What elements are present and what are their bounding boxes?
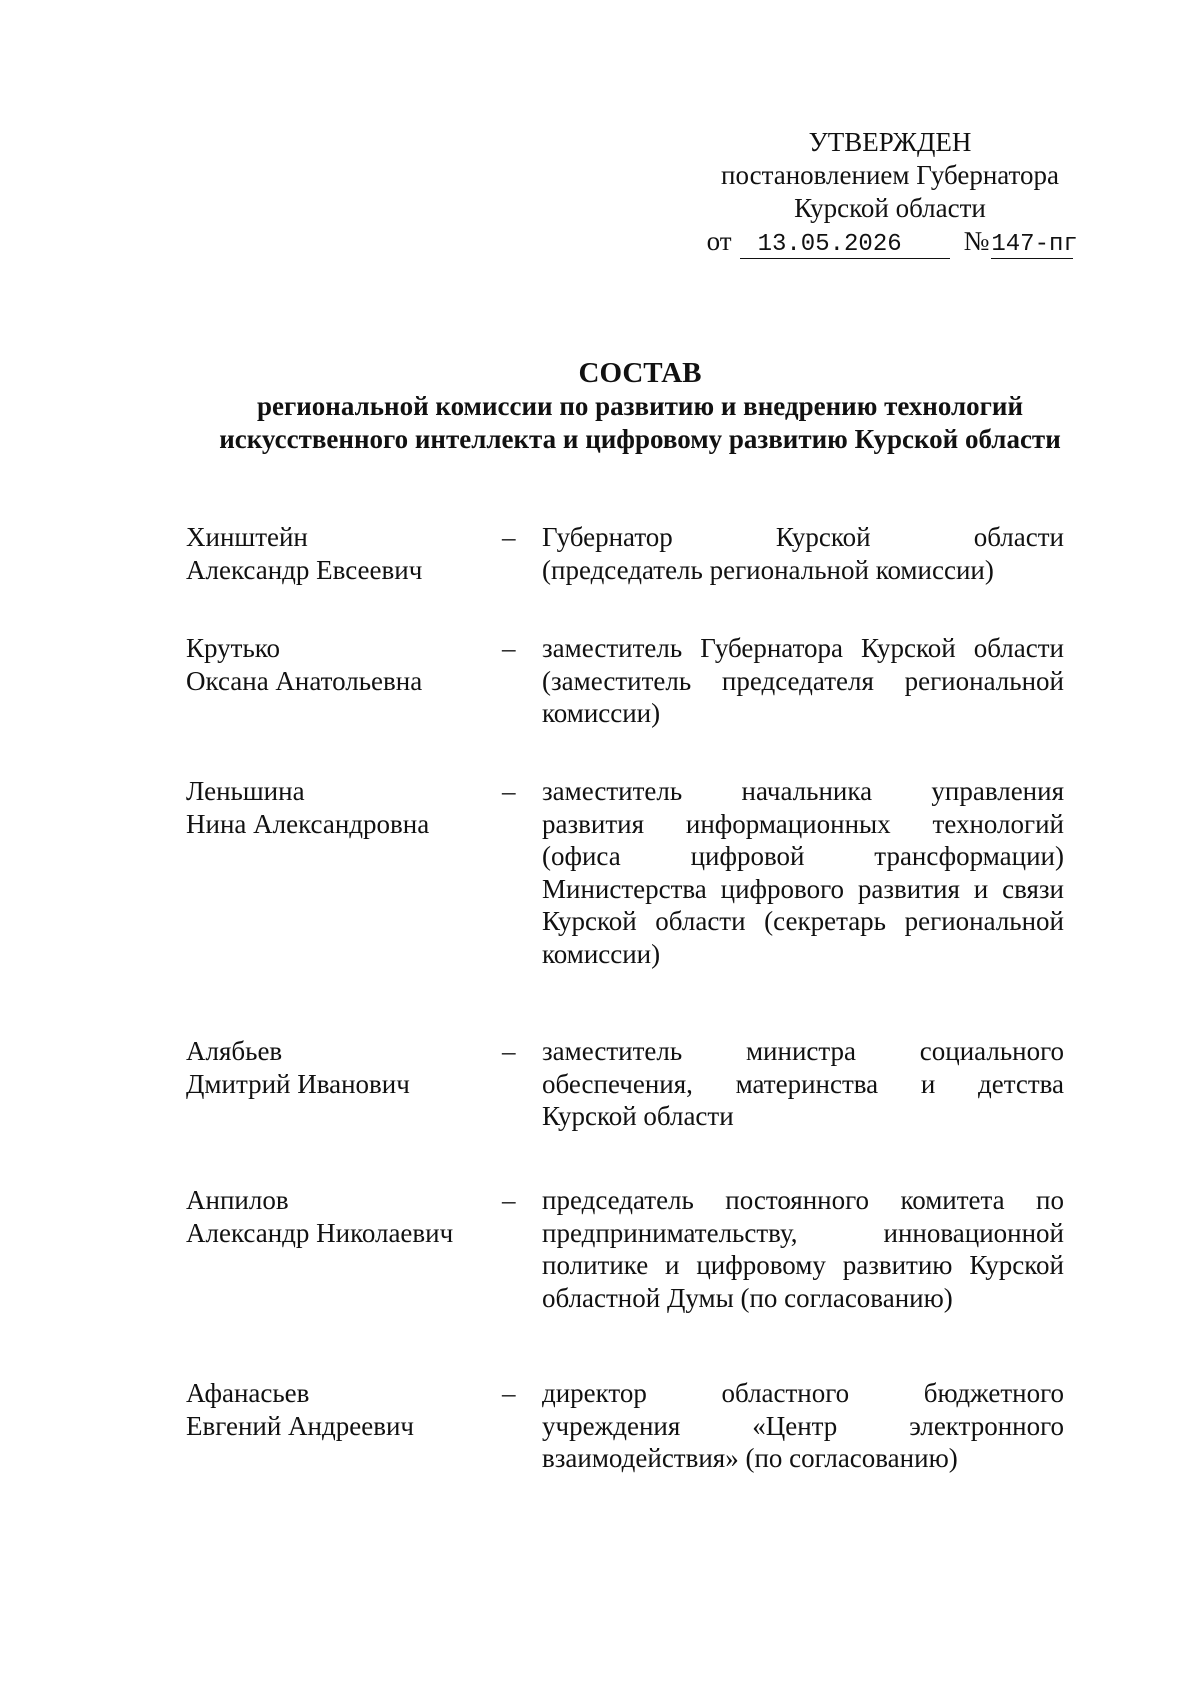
role-line: директор областного бюджетного	[542, 1378, 1064, 1408]
separator-dash: –	[502, 633, 516, 663]
role-line: взаимодействия» (по согласованию)	[542, 1443, 958, 1473]
role-line: комиссии)	[542, 698, 661, 728]
member-role	[542, 1377, 1064, 1475]
member-name	[186, 521, 486, 586]
role-line: развития информационных технологий	[542, 808, 1064, 839]
member-name	[186, 1377, 486, 1442]
member-given-name: Александр Николаевич	[186, 1217, 454, 1248]
member-given-name: Оксана Анатольевна	[186, 665, 423, 696]
role-line: учреждения «Центр электронного	[542, 1410, 1064, 1441]
role-line: заместитель Губернатора Курской области	[542, 633, 1064, 663]
member-name	[186, 632, 486, 697]
member-given-name: Дмитрий Иванович	[186, 1068, 410, 1099]
member-given-name: Нина Александровна	[186, 808, 430, 839]
member-name	[186, 1035, 486, 1100]
role-line: политике и цифровому развитию Курской	[542, 1250, 1064, 1280]
member-role	[542, 1035, 1064, 1133]
member-surname: Крутько	[186, 633, 281, 663]
member-surname: Леньшина	[186, 776, 305, 806]
role-line: председатель постоянного комитета по	[542, 1185, 1064, 1215]
member-name	[186, 775, 486, 840]
approval-line-1: постановлением Губернатора	[721, 160, 1059, 190]
role-line: Министерства цифрового развития и связи	[542, 873, 1064, 904]
title-line-1: региональной комиссии по развитию и внедрению технологий	[256, 391, 1024, 421]
member-surname: Алябьев	[186, 1036, 283, 1066]
role-line: Курской области (секретарь региональной	[542, 906, 1064, 936]
role-line: (офиса цифровой трансформации)	[542, 841, 1064, 871]
title-line-2: искусственного интеллекта и цифровому развитию Курской области	[219, 424, 1061, 454]
member-surname: Анпилов	[186, 1185, 289, 1215]
separator-dash: –	[502, 522, 516, 552]
role-line: заместитель начальника управления	[542, 776, 1064, 806]
role-line: Губернатор Курской области	[542, 522, 1064, 552]
member-given-name: Александр Евсеевич	[186, 554, 423, 585]
role-line: заместитель министра социального	[542, 1036, 1064, 1066]
role-line: (председатель региональной комиссии)	[542, 554, 994, 585]
date-prefix: от	[706, 226, 732, 256]
member-name	[186, 1184, 486, 1249]
member-role	[542, 632, 1064, 730]
number-prefix: №	[963, 226, 990, 256]
number-value: 147-пг	[991, 231, 1078, 258]
role-line: областной Думы (по согласованию)	[542, 1282, 953, 1313]
role-line: Курской области	[542, 1101, 734, 1131]
member-role	[542, 775, 1064, 970]
member-given-name: Евгений Андреевич	[186, 1410, 414, 1441]
approval-stamp: УТВЕРЖДЕН	[808, 127, 972, 157]
separator-dash: –	[502, 1378, 516, 1408]
date-value: 13.05.2026	[740, 232, 950, 259]
separator-dash: –	[502, 776, 516, 806]
title-heading: СОСТАВ	[578, 357, 702, 389]
member-role	[542, 1184, 1064, 1314]
member-role	[542, 521, 1064, 586]
member-surname: Хинштейн	[186, 522, 308, 552]
role-line: предпринимательству, инновационной	[542, 1217, 1064, 1248]
separator-dash: –	[502, 1185, 516, 1215]
member-surname: Афанасьев	[186, 1378, 310, 1408]
approval-line-2: Курской области	[794, 193, 986, 223]
separator-dash: –	[502, 1036, 516, 1066]
role-line: (заместитель председателя региональной	[542, 665, 1064, 696]
role-line: комиссии)	[542, 938, 661, 969]
role-line: обеспечения, материнства и детства	[542, 1068, 1064, 1099]
